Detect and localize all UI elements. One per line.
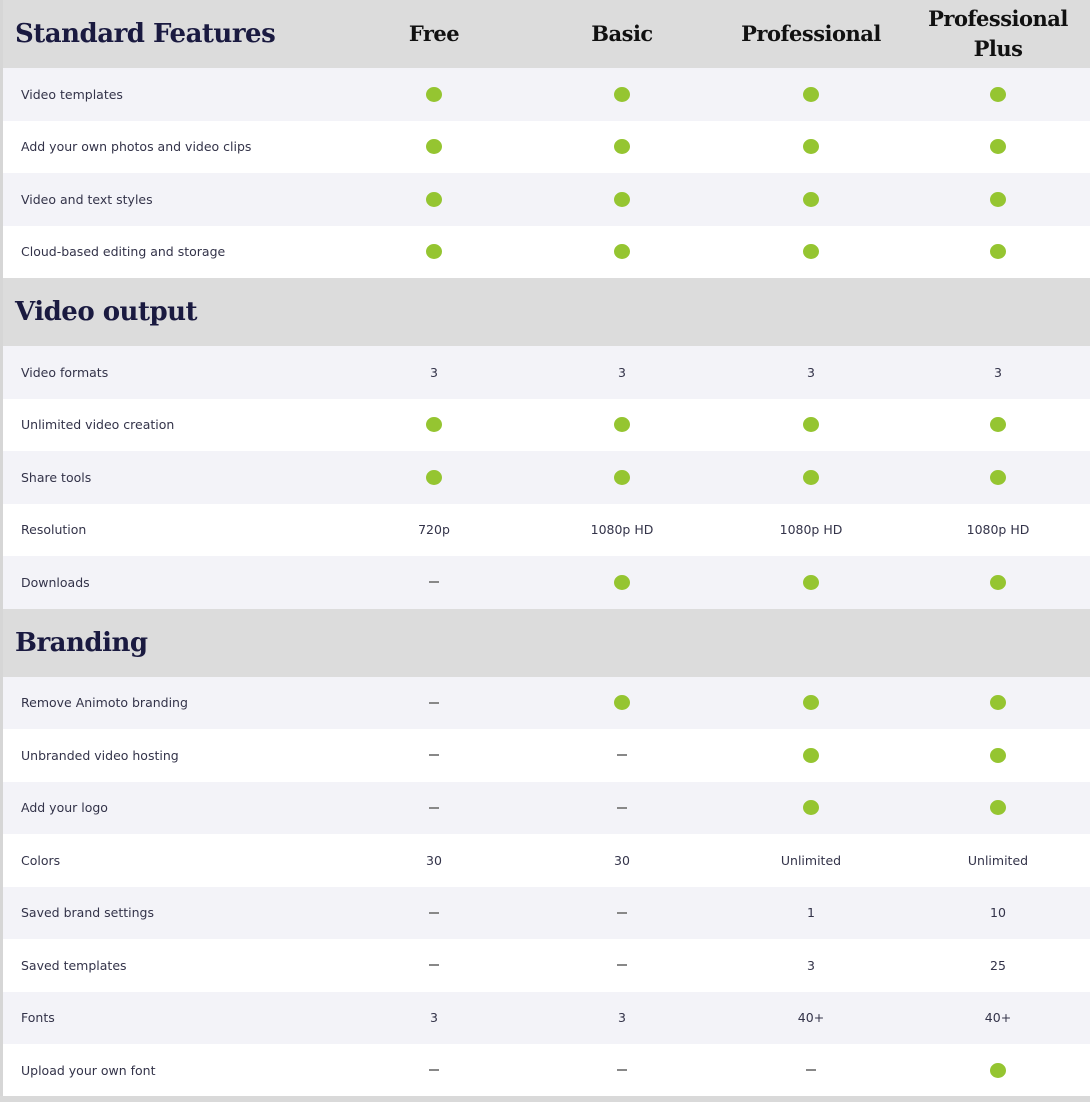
feature-value: 3 bbox=[618, 1010, 626, 1026]
included-dot-icon bbox=[562, 244, 682, 259]
feature-value: Unlimited bbox=[967, 852, 1029, 868]
included-dot-icon bbox=[938, 748, 1058, 763]
table-row bbox=[3, 992, 1090, 1045]
dash-icon bbox=[806, 1069, 816, 1071]
included-dot-icon bbox=[751, 800, 871, 815]
included-dot-icon bbox=[938, 417, 1058, 432]
included-dot-icon bbox=[751, 470, 871, 485]
check-dot-icon bbox=[803, 87, 819, 102]
feature-value: 25 bbox=[990, 957, 1006, 973]
feature-value: 1 bbox=[807, 905, 815, 921]
not-included-dash-icon bbox=[374, 964, 494, 966]
plan-column-header: Professional Plus bbox=[928, 6, 1068, 61]
dash-icon bbox=[617, 1069, 627, 1071]
included-dot-icon bbox=[562, 575, 682, 590]
included-dot-icon bbox=[938, 192, 1058, 207]
table-row bbox=[3, 887, 1090, 940]
feature-label: Saved templates bbox=[21, 957, 127, 973]
check-dot-icon bbox=[803, 800, 819, 815]
check-dot-icon bbox=[803, 417, 819, 432]
feature-value: 1080p HD bbox=[779, 522, 843, 538]
included-dot-icon bbox=[562, 695, 682, 710]
table-row bbox=[3, 399, 1090, 452]
feature-label: Video formats bbox=[21, 364, 109, 380]
included-dot-icon bbox=[751, 87, 871, 102]
section-header bbox=[3, 609, 1090, 677]
included-dot-icon bbox=[562, 139, 682, 154]
included-dot-icon bbox=[938, 800, 1058, 815]
check-dot-icon bbox=[803, 748, 819, 763]
feature-value: 3 bbox=[807, 957, 815, 973]
included-dot-icon bbox=[938, 1063, 1058, 1078]
included-dot-icon bbox=[562, 87, 682, 102]
included-dot-icon bbox=[938, 575, 1058, 590]
feature-value: Unlimited bbox=[780, 852, 842, 868]
table-row bbox=[3, 121, 1090, 174]
feature-value: 30 bbox=[426, 852, 442, 868]
table-row bbox=[3, 68, 1090, 121]
check-dot-icon bbox=[426, 139, 442, 154]
feature-label: Add your logo bbox=[21, 800, 108, 816]
check-dot-icon bbox=[426, 244, 442, 259]
table-row bbox=[3, 782, 1090, 835]
included-dot-icon bbox=[751, 575, 871, 590]
plan-column-header: Professional bbox=[741, 21, 881, 46]
not-included-dash-icon bbox=[374, 1069, 494, 1071]
check-dot-icon bbox=[614, 417, 630, 432]
feature-label: Resolution bbox=[21, 522, 87, 538]
included-dot-icon bbox=[562, 417, 682, 432]
included-dot-icon bbox=[374, 470, 494, 485]
feature-value: 720p bbox=[418, 522, 450, 538]
check-dot-icon bbox=[614, 244, 630, 259]
dash-icon bbox=[429, 912, 439, 914]
dash-icon bbox=[617, 912, 627, 914]
feature-label: Unbranded video hosting bbox=[21, 747, 179, 763]
feature-label: Share tools bbox=[21, 469, 92, 485]
included-dot-icon bbox=[562, 470, 682, 485]
feature-label: Upload your own font bbox=[21, 1062, 156, 1078]
included-dot-icon bbox=[374, 192, 494, 207]
feature-label: Add your own photos and video clips bbox=[21, 139, 252, 155]
plan-column-header: Free bbox=[408, 21, 460, 46]
table-row bbox=[3, 556, 1090, 609]
included-dot-icon bbox=[938, 139, 1058, 154]
included-dot-icon bbox=[751, 139, 871, 154]
table-row bbox=[3, 346, 1090, 399]
not-included-dash-icon bbox=[562, 807, 682, 809]
included-dot-icon bbox=[938, 695, 1058, 710]
included-dot-icon bbox=[751, 695, 871, 710]
feature-value: 3 bbox=[994, 364, 1002, 380]
not-included-dash-icon bbox=[374, 702, 494, 704]
not-included-dash-icon bbox=[751, 1069, 871, 1071]
check-dot-icon bbox=[614, 192, 630, 207]
dash-icon bbox=[617, 964, 627, 966]
table-row bbox=[3, 173, 1090, 226]
check-dot-icon bbox=[614, 575, 630, 590]
check-dot-icon bbox=[990, 1063, 1006, 1078]
feature-value: 3 bbox=[807, 364, 815, 380]
feature-label: Remove Animoto branding bbox=[21, 695, 188, 711]
included-dot-icon bbox=[374, 87, 494, 102]
section-header bbox=[3, 0, 1090, 68]
check-dot-icon bbox=[426, 192, 442, 207]
feature-label: Cloud-based editing and storage bbox=[21, 244, 226, 260]
included-dot-icon bbox=[374, 417, 494, 432]
included-dot-icon bbox=[938, 87, 1058, 102]
dash-icon bbox=[429, 1069, 439, 1071]
not-included-dash-icon bbox=[374, 581, 494, 583]
dash-icon bbox=[429, 702, 439, 704]
included-dot-icon bbox=[938, 244, 1058, 259]
check-dot-icon bbox=[990, 575, 1006, 590]
table-row bbox=[3, 226, 1090, 279]
not-included-dash-icon bbox=[374, 807, 494, 809]
table-row bbox=[3, 504, 1090, 557]
check-dot-icon bbox=[990, 417, 1006, 432]
plan-column-header: Basic bbox=[591, 21, 653, 46]
check-dot-icon bbox=[614, 470, 630, 485]
included-dot-icon bbox=[374, 244, 494, 259]
table-row bbox=[3, 1044, 1090, 1097]
check-dot-icon bbox=[990, 470, 1006, 485]
check-dot-icon bbox=[990, 244, 1006, 259]
dash-icon bbox=[429, 807, 439, 809]
feature-label: Fonts bbox=[21, 1010, 55, 1026]
table-row bbox=[3, 834, 1090, 887]
not-included-dash-icon bbox=[562, 912, 682, 914]
check-dot-icon bbox=[426, 470, 442, 485]
included-dot-icon bbox=[562, 192, 682, 207]
feature-value: 3 bbox=[430, 1010, 438, 1026]
section-header bbox=[3, 278, 1090, 346]
feature-label: Saved brand settings bbox=[21, 905, 155, 921]
check-dot-icon bbox=[803, 575, 819, 590]
table-row bbox=[3, 677, 1090, 730]
section-title: Video output bbox=[15, 297, 198, 327]
table-bottom-border bbox=[0, 1096, 1090, 1102]
check-dot-icon bbox=[990, 87, 1006, 102]
table-row bbox=[3, 729, 1090, 782]
not-included-dash-icon bbox=[562, 1069, 682, 1071]
feature-label: Video templates bbox=[21, 86, 123, 102]
feature-label: Downloads bbox=[21, 574, 90, 590]
included-dot-icon bbox=[751, 417, 871, 432]
feature-value: 10 bbox=[990, 905, 1006, 921]
feature-label: Video and text styles bbox=[21, 191, 153, 207]
feature-value: 40+ bbox=[984, 1010, 1012, 1026]
check-dot-icon bbox=[990, 695, 1006, 710]
dash-icon bbox=[429, 754, 439, 756]
feature-value: 30 bbox=[614, 852, 630, 868]
section-title: Branding bbox=[15, 627, 148, 658]
included-dot-icon bbox=[938, 470, 1058, 485]
feature-value: 40+ bbox=[797, 1010, 825, 1026]
included-dot-icon bbox=[751, 192, 871, 207]
feature-label: Colors bbox=[21, 852, 61, 868]
dash-icon bbox=[429, 581, 439, 583]
check-dot-icon bbox=[990, 800, 1006, 815]
check-dot-icon bbox=[803, 695, 819, 710]
check-dot-icon bbox=[614, 87, 630, 102]
check-dot-icon bbox=[803, 244, 819, 259]
not-included-dash-icon bbox=[562, 964, 682, 966]
included-dot-icon bbox=[751, 244, 871, 259]
check-dot-icon bbox=[426, 417, 442, 432]
section-title: Standard Features bbox=[15, 19, 276, 49]
table-row bbox=[3, 451, 1090, 504]
not-included-dash-icon bbox=[374, 912, 494, 914]
check-dot-icon bbox=[803, 470, 819, 485]
feature-value: 1080p HD bbox=[590, 522, 654, 538]
included-dot-icon bbox=[374, 139, 494, 154]
check-dot-icon bbox=[614, 695, 630, 710]
check-dot-icon bbox=[803, 139, 819, 154]
not-included-dash-icon bbox=[374, 754, 494, 756]
check-dot-icon bbox=[990, 748, 1006, 763]
feature-value: 3 bbox=[618, 364, 626, 380]
check-dot-icon bbox=[990, 192, 1006, 207]
dash-icon bbox=[617, 807, 627, 809]
check-dot-icon bbox=[990, 139, 1006, 154]
check-dot-icon bbox=[426, 87, 442, 102]
included-dot-icon bbox=[751, 748, 871, 763]
check-dot-icon bbox=[614, 139, 630, 154]
dash-icon bbox=[617, 754, 627, 756]
not-included-dash-icon bbox=[562, 754, 682, 756]
dash-icon bbox=[429, 964, 439, 966]
feature-value: 3 bbox=[430, 364, 438, 380]
table-row bbox=[3, 939, 1090, 992]
feature-label: Unlimited video creation bbox=[21, 417, 175, 433]
check-dot-icon bbox=[803, 192, 819, 207]
feature-value: 1080p HD bbox=[966, 522, 1030, 538]
